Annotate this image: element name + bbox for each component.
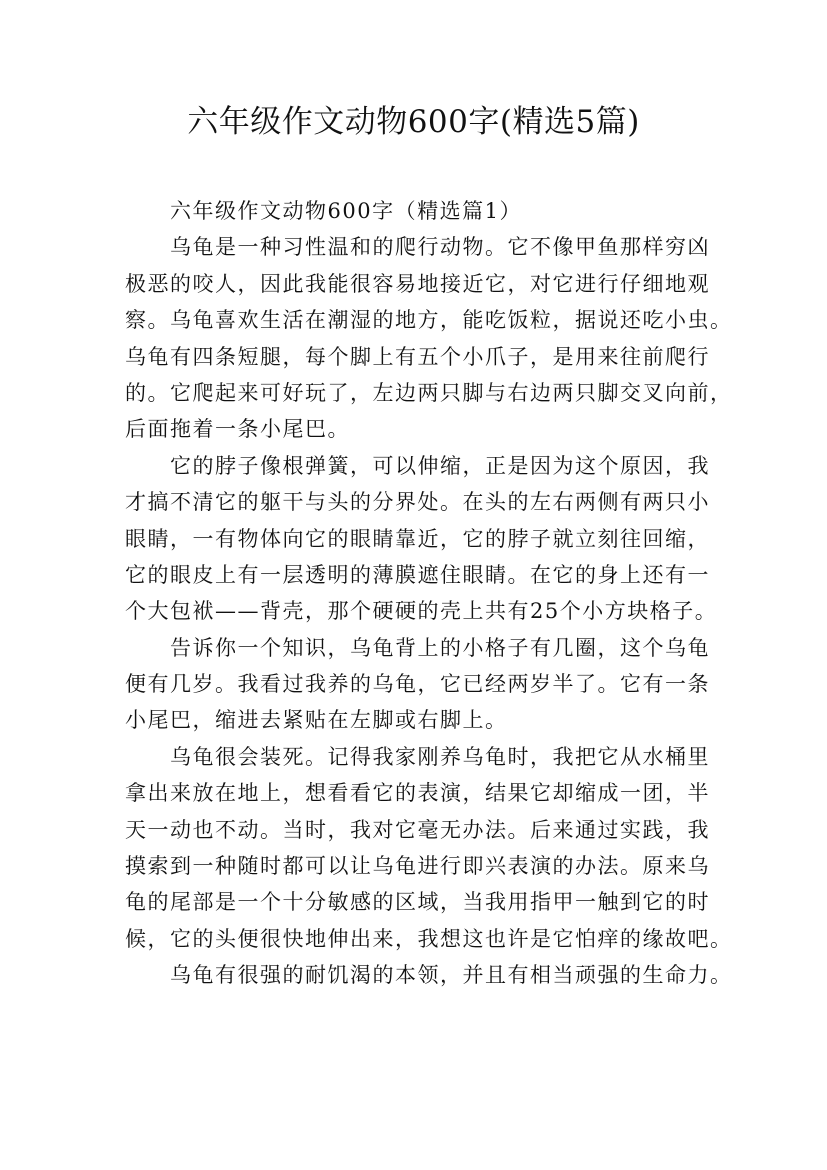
text-line: 天一动也不动。当时，我对它毫无办法。后来通过实践，我 [125, 817, 710, 842]
text-line: 后面拖着一条小尾巴。 [125, 417, 350, 442]
text-line: 眼睛，一有物体向它的眼睛靠近，它的脖子就立刻往回缩， [125, 526, 710, 551]
text-line: 它的脖子像根弹簧，可以伸缩，正是因为这个原因，我 [170, 453, 710, 478]
text-line: 六年级作文动物600字（精选篇1） [170, 199, 522, 223]
essay-body [125, 193, 733, 994]
text-line: 个大包袱——背壳，那个硬硬的壳上共有25个小方块格子。 [125, 599, 718, 624]
text-line: 乌龟有四条短腿，每个脚上有五个小爪子，是用来往前爬行 [125, 344, 710, 369]
text-line: 乌龟很会装死。记得我家刚养乌龟时，我把它从水桶里 [170, 744, 710, 769]
text-line: 才搞不清它的躯干与头的分界处。在头的左右两侧有两只小 [125, 490, 710, 515]
text-line: 小尾巴，缩进去紧贴在左脚或右脚上。 [125, 708, 508, 733]
text-line: 摸索到一种随时都可以让乌龟进行即兴表演的办法。原来乌 [125, 854, 710, 879]
text-line: 便有几岁。我看过我养的乌龟，它已经两岁半了。它有一条 [125, 672, 710, 697]
text-line: 乌龟有很强的耐饥渴的本领，并且有相当顽强的生命力。 [170, 963, 733, 988]
text-line: 乌龟是一种习性温和的爬行动物。它不像甲鱼那样穷凶 [170, 235, 710, 260]
text-line: 拿出来放在地上，想看看它的表演，结果它却缩成一团，半 [125, 781, 710, 806]
page-title: 六年级作文动物600字(精选5篇) [187, 104, 640, 140]
text-line: 极恶的咬人，因此我能很容易地接近它，对它进行仔细地观 [125, 271, 710, 296]
text-line: 它的眼皮上有一层透明的薄膜遮住眼睛。在它的身上还有一 [125, 562, 710, 587]
text-line: 的。它爬起来可好玩了，左边两只脚与右边两只脚交叉向前， [125, 380, 733, 405]
text-line: 候，它的头便很快地伸出来，我想这也许是它怕痒的缘故吧。 [125, 926, 733, 951]
text-line: 龟的尾部是一个十分敏感的区域，当我用指甲一触到它的时 [125, 890, 710, 915]
text-line: 察。乌龟喜欢生活在潮湿的地方，能吃饭粒，据说还吃小虫。 [125, 308, 733, 333]
text-line: 告诉你一个知识，乌龟背上的小格子有几圈，这个乌龟 [170, 635, 710, 660]
